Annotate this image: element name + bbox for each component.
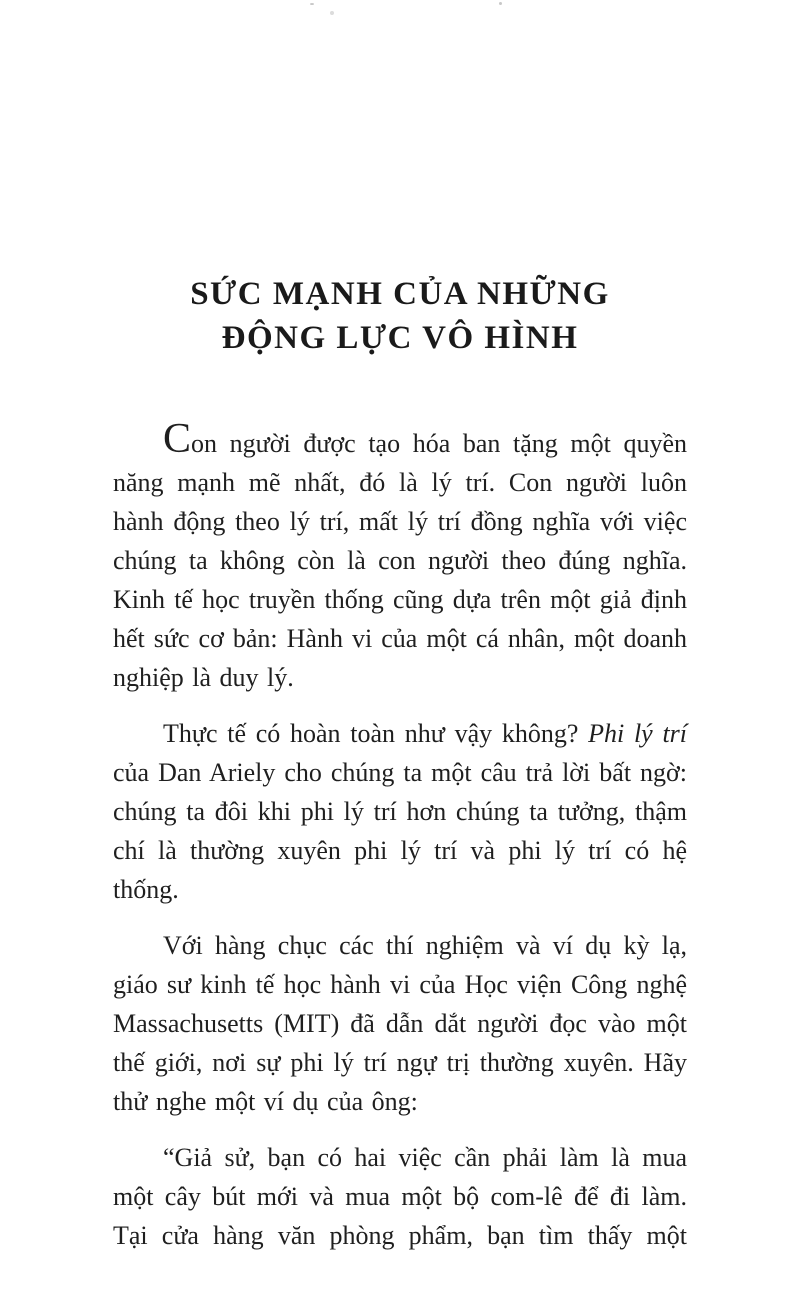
paragraph-1 xyxy=(113,416,687,697)
paragraph-2 xyxy=(113,714,687,909)
paragraph-1-text: on người được tạo hóa ban tặng một quyền năng mạnh mẽ nhất, đó là lý trí. Con người luôn hành động theo lý trí, mất lý trí đồng nghĩa với việc chúng ta không còn là con người theo đúng nghĩa. Kinh tế học truyền thống cũng dựa trên một giả định hết sức cơ bản: Hành vi của một cá nhân, một doanh nghiệp là duy lý. xyxy=(113,429,687,692)
scan-speck xyxy=(330,11,334,15)
initial-capital: C xyxy=(163,416,192,462)
paragraph-3: Với hàng chục các thí nghiệm và ví dụ kỳ lạ, giáo sư kinh tế học hành vi của Học viện Công nghệ Massachusetts (MIT) đã dẫn dắt người đọc vào một thế giới, nơi sự phi lý trí ngự trị thường xuyên. Hãy thử nghe một ví dụ của ông: xyxy=(113,931,687,1116)
paragraph-4: “Giả sử, bạn có hai việc cần phải làm là mua một cây bút mới và mua một bộ com-lê để đi làm. Tại cửa hàng văn phòng phẩm, bạn tìm thấy một xyxy=(113,1143,687,1250)
paragraph-2-text-before-title: Thực tế có hoàn toàn như vậy không? xyxy=(163,719,579,748)
scan-speck xyxy=(499,2,502,5)
chapter-title-line-2: ĐỘNG LỰC VÔ HÌNH xyxy=(221,320,579,356)
body-text xyxy=(113,416,688,1255)
chapter-title-line-1: SỨC MẠNH CỦA NHỮNG xyxy=(190,276,610,312)
scan-speck xyxy=(310,3,314,5)
paragraph-2-text-after-title: của Dan Ariely cho chúng ta một câu trả lời bất ngờ: chúng ta đôi khi phi lý trí hơn chúng ta tưởng, thậm chí là thường xuyên phi lý trí và phi lý trí có hệ thống. xyxy=(113,758,687,904)
chapter-title xyxy=(113,272,687,360)
book-title-italic: Phi lý trí xyxy=(588,719,688,748)
